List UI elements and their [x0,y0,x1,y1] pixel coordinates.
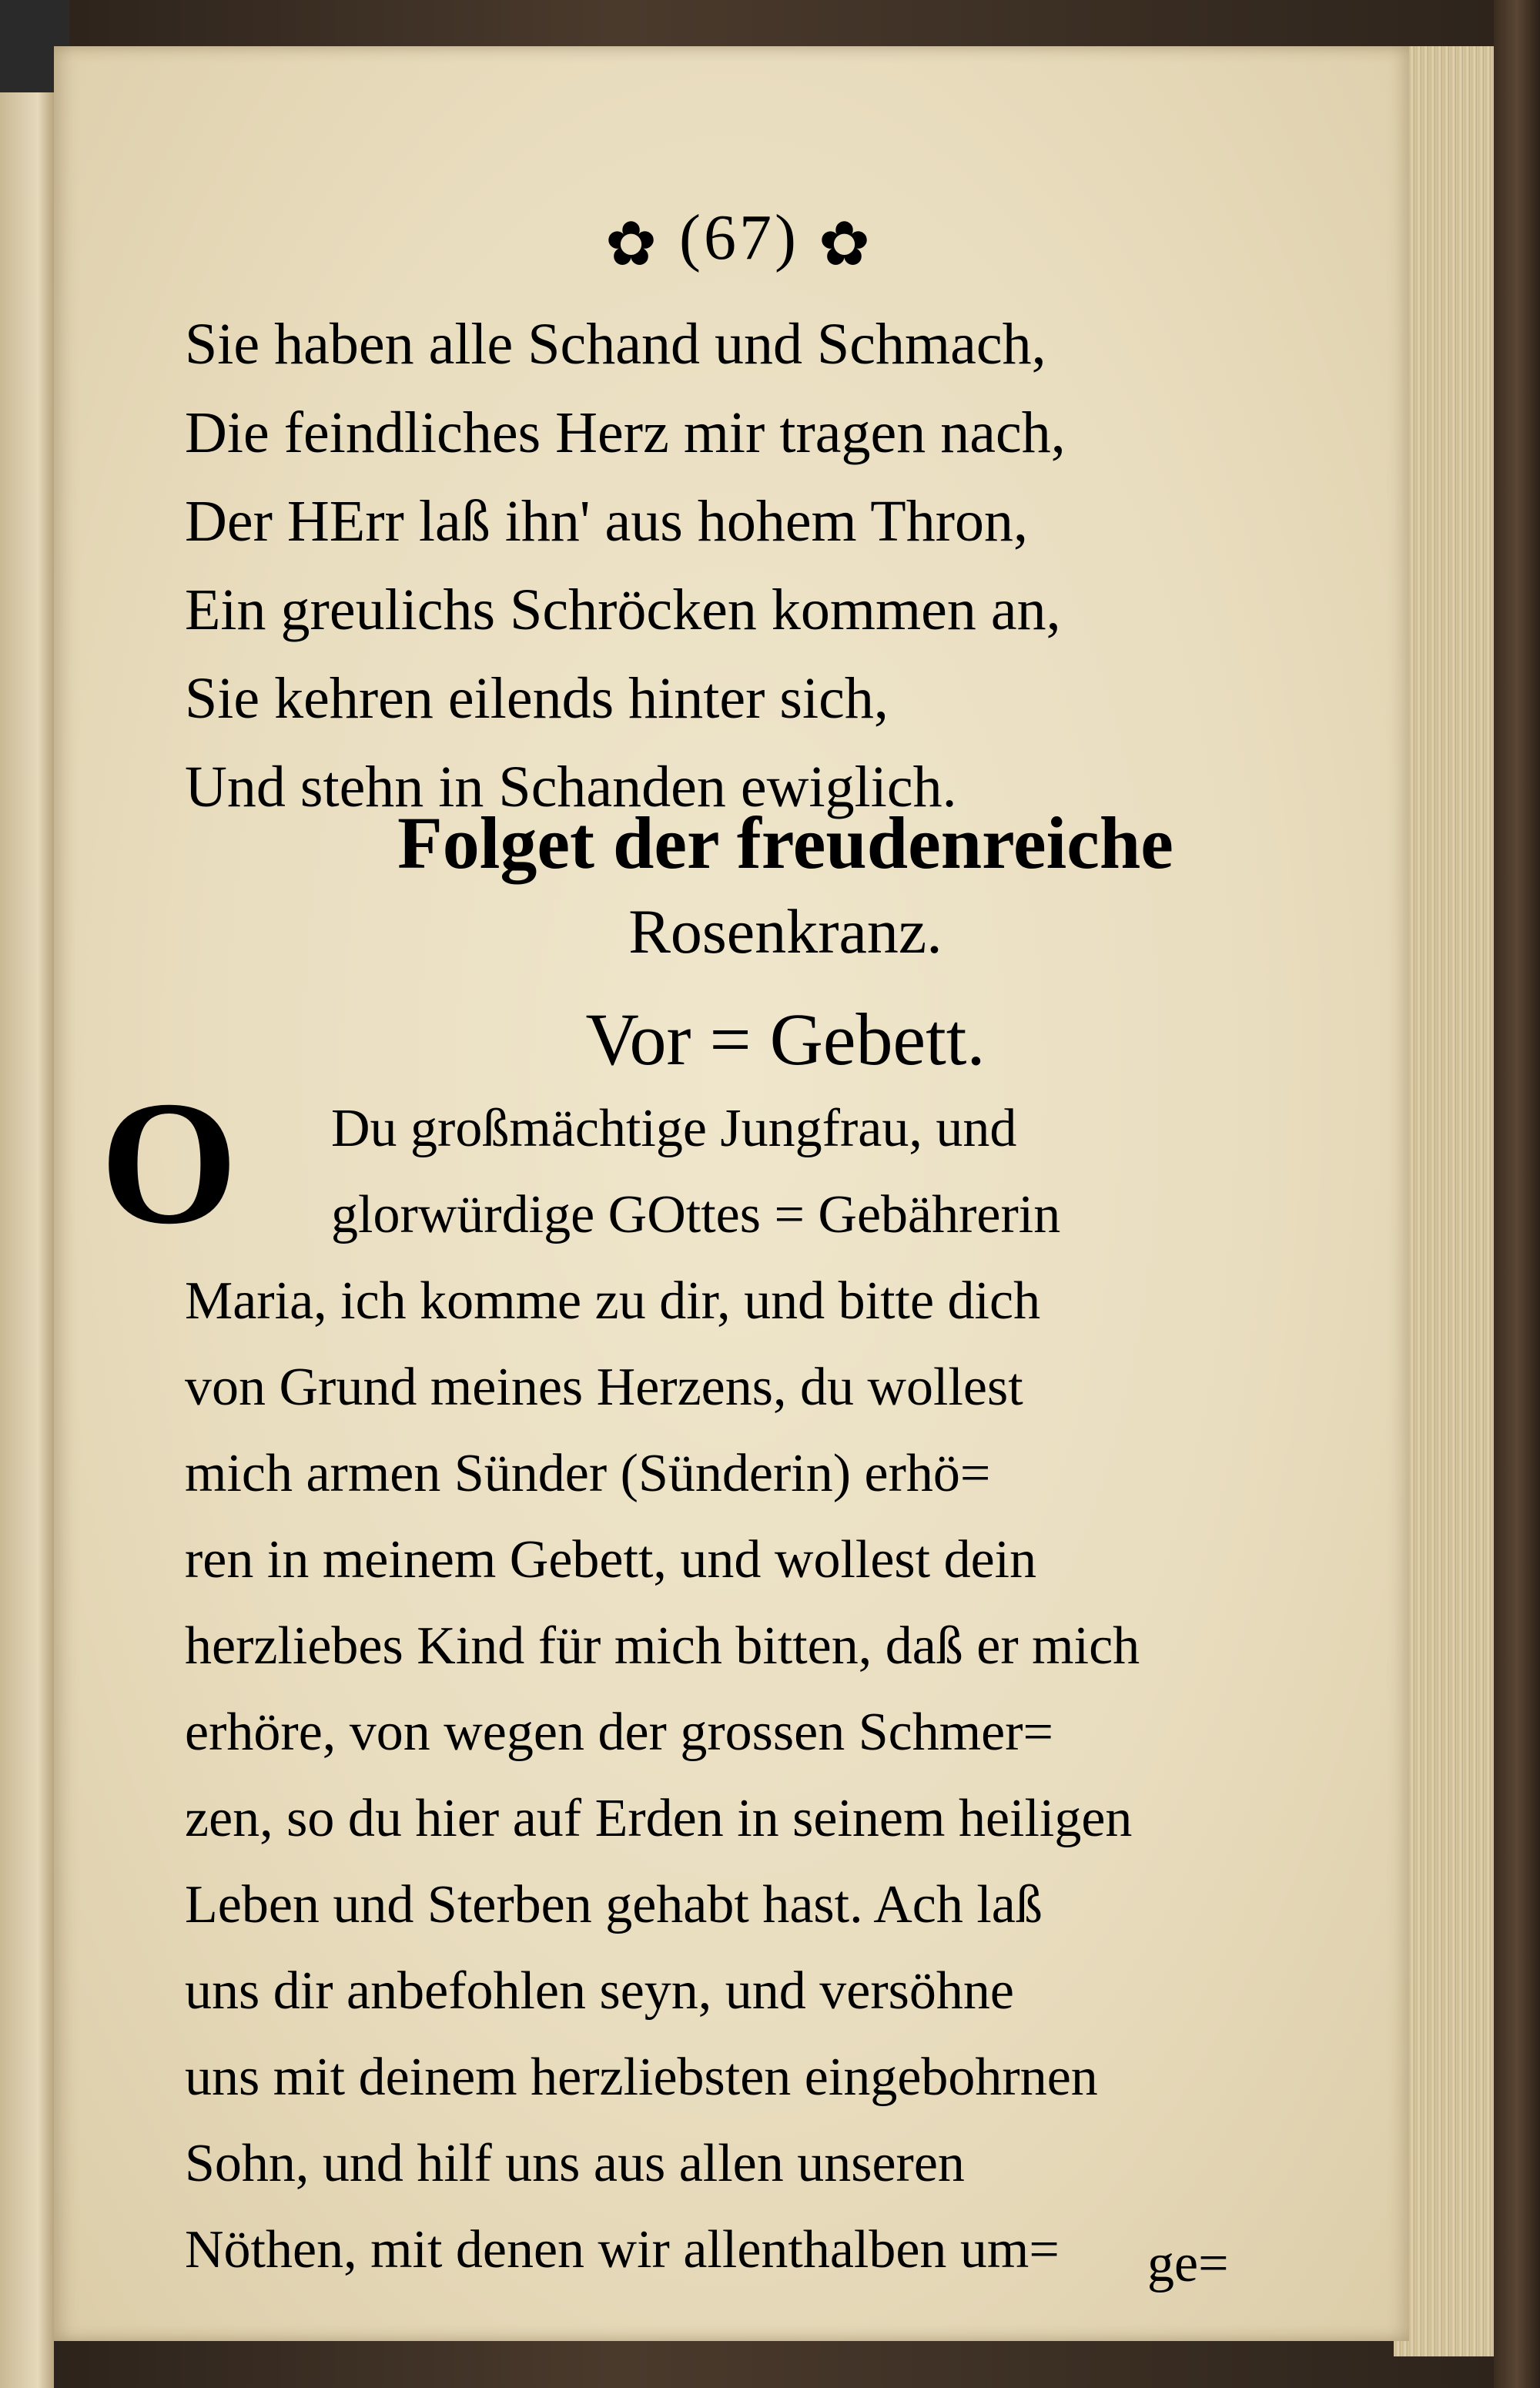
verse-line: Ein greulichs Schröcken kommen an, [185,578,1061,642]
section-heading [185,797,1386,974]
prayer-line: Sohn, und hilf uns aus allen unseren [185,2134,965,2193]
prayer-body [185,1258,1340,2293]
prayer-line: Maria, ich komme zu dir, und bitte dich [185,1271,1041,1331]
prayer-line: mich armen Sünder (Sünderin) erhö= [185,1444,991,1503]
verse-line: Sie haben alle Schand und Schmach, [185,312,1046,377]
facing-page-edge [0,0,54,2388]
prayer-line: ren in meinem Gebett, und wollest dein [185,1530,1037,1589]
prayer-line: glorwürdige GOttes = Gebährerin [331,1185,1061,1244]
rosette-ornament-right-icon: ✿ [818,210,873,279]
prayer-line: uns dir anbefohlen seyn, und versöhne [185,1961,1014,2021]
catchword: ge= [1147,2234,1229,2293]
prayer-line: zen, so du hier auf Erden in seinem heiligen [185,1789,1133,1848]
verse-line: Die feindliches Herz mir tragen nach, [185,400,1066,465]
prayer-line: Leben und Sterben gehabt hast. Ach laß [185,1875,1043,1934]
drop-cap: O [100,1064,238,1261]
verse-line: Sie kehren eilends hinter sich, [185,666,889,731]
prayer-line: herzliebes Kind für mich bitten, daß er mich [185,1616,1140,1676]
verse-line: Der HErr laß ihn' aus hohem Thron, [185,489,1029,554]
page-number: (67) [679,202,799,273]
page-edges [1394,46,1509,2356]
prayer-line: Nöthen, mit denen wir allenthalben um= [185,2220,1060,2279]
rosette-ornament-left-icon: ✿ [604,210,661,279]
prayer-heading: Vor = Gebett. [585,998,986,1080]
prayer-line: erhöre, von wegen der grossen Schmer= [185,1703,1053,1762]
heading-subtitle: Rosenkranz. [628,896,942,966]
hymn-verse [185,300,1386,832]
verse-line: Und stehn in Schanden ewiglich. [185,755,957,819]
heading-title: Folget der freudenreiche [397,802,1173,884]
page-header [485,200,993,280]
prayer-opening [331,1086,1355,1258]
prayer-line: von Grund meines Herzens, du wollest [185,1358,1023,1417]
book-cover-edge [1494,0,1540,2388]
prayer-line: uns mit deinem herzliebsten eingebohrnen [185,2048,1098,2107]
prayer-line: Du großmächtige Jungfrau, und [331,1099,1017,1158]
book-page [54,46,1409,2341]
